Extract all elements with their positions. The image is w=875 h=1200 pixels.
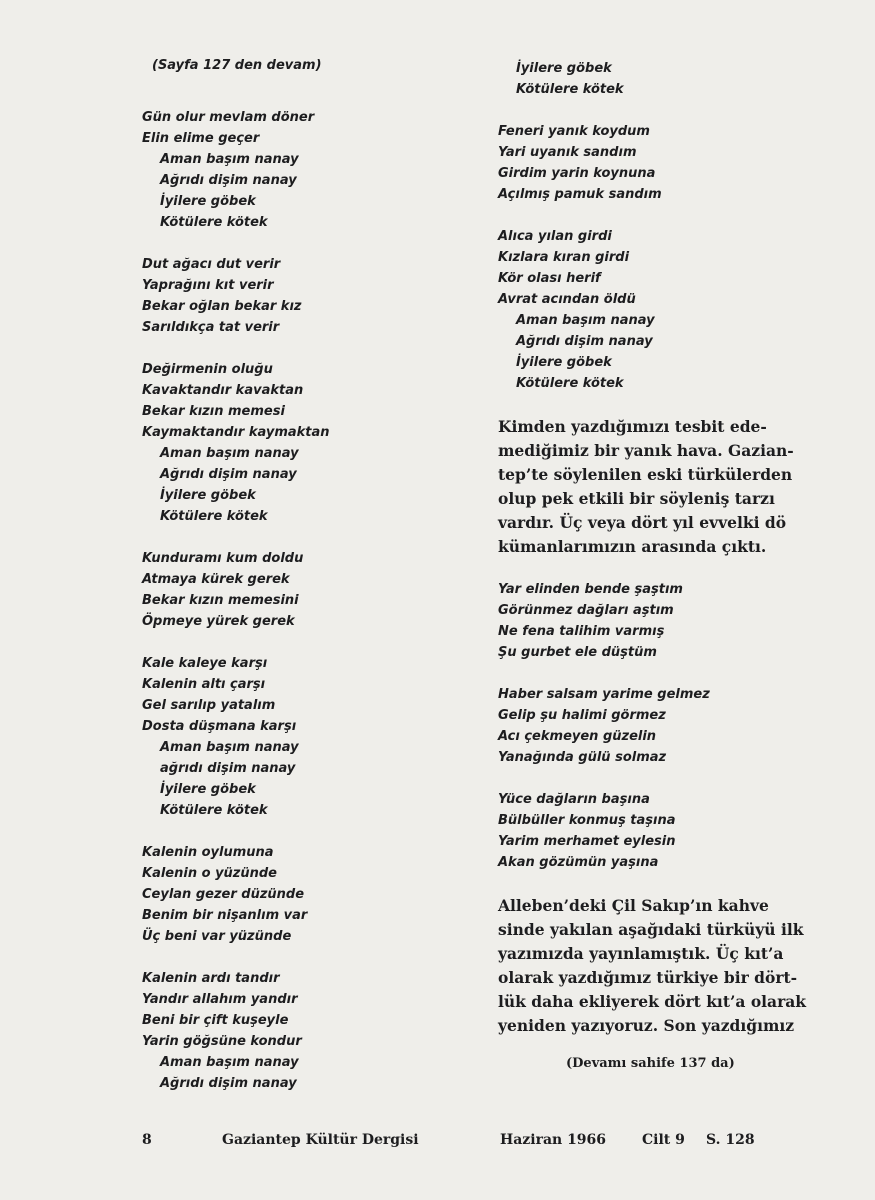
- poem-line: Yarim merhamet eylesin: [498, 834, 676, 849]
- poem-right-middle: [498, 579, 808, 873]
- poem-line: Aman başım nanay: [160, 740, 299, 755]
- stanza: [142, 968, 462, 1094]
- poem-line: Şu gurbet ele düştüm: [498, 645, 657, 660]
- poem-line: Kötülere kötek: [516, 376, 624, 391]
- stanza: [498, 579, 808, 663]
- poem-line: Ne fena talihim varmış: [498, 624, 665, 639]
- paragraph-line: kümanlarımızın arasında çıktı.: [498, 537, 767, 556]
- poem-line: Değirmenin oluğu: [142, 362, 273, 377]
- poem-line: Kötülere kötek: [160, 509, 268, 524]
- paragraph-line: tep’te söylenilen eski türkülerden: [498, 465, 793, 484]
- poem-line: Elin elime geçer: [142, 131, 260, 146]
- issue-date: Haziran 1966: [500, 1132, 607, 1148]
- poem-line: Yar elinden bende şaştım: [498, 582, 683, 597]
- poem-line: Yarin göğsüne kondur: [142, 1034, 302, 1049]
- stanza: [498, 58, 808, 100]
- poem-line: Haber salsam yarime gelmez: [498, 687, 710, 702]
- poem-line: Yari uyanık sandım: [498, 145, 637, 160]
- paragraph-line: olarak yazdığımız türkiye bir dört-: [498, 968, 798, 987]
- poem-line: Gel sarılıp yatalım: [142, 698, 276, 713]
- poem-line: Bekar oğlan bekar kız: [142, 299, 302, 314]
- poem-line: Yüce dağların başına: [498, 792, 650, 807]
- poem-line: İyilere göbek: [160, 194, 256, 209]
- poem-line: Kalenin ardı tandır: [142, 971, 280, 986]
- poem-line: Aman başım nanay: [160, 1055, 299, 1070]
- poem-line: Sarıldıkça tat verir: [142, 320, 280, 335]
- paragraph-line: mediğimiz bir yanık hava. Gazian-: [498, 441, 794, 460]
- poem-line: ağrıdı dişim nanay: [160, 761, 296, 776]
- stanza: [142, 107, 462, 233]
- paragraph-intro: [498, 415, 808, 559]
- paragraph-line: yeniden yazıyoruz. Son yazdığımız: [498, 1016, 795, 1035]
- poem-line: Kötülere kötek: [160, 803, 268, 818]
- paragraph-line: yazımızda yayınlamıştık. Üç kıt’a: [498, 944, 784, 963]
- poem-line: Kavaktandır kavaktan: [142, 383, 304, 398]
- poem-line: Ağrıdı dişim nanay: [160, 1076, 297, 1091]
- poem-line: Ceylan gezer düzünde: [142, 887, 305, 902]
- poem-line: Kızlara kıran girdi: [498, 250, 630, 265]
- poem-line: Yaprağını kıt verir: [142, 278, 274, 293]
- poem-line: Yandır allahım yandır: [142, 992, 298, 1007]
- issue-number: S. 128: [706, 1132, 755, 1148]
- poem-line: Ağrıdı dişim nanay: [160, 173, 297, 188]
- poem-line: Kör olası herif: [498, 271, 601, 286]
- poem-line: Kalenin o yüzünde: [142, 866, 277, 881]
- left-column: [142, 58, 462, 1115]
- poem-line: Yanağında gülü solmaz: [498, 750, 667, 765]
- poem-line: Kunduramı kum doldu: [142, 551, 304, 566]
- poem-line: Alıca yılan girdi: [498, 229, 612, 244]
- poem-line: Feneri yanık koydum: [498, 124, 650, 139]
- poem-line: Bekar kızın memesi: [142, 404, 285, 419]
- stanza: [498, 121, 808, 205]
- poem-line: Gün olur mevlam döner: [142, 110, 315, 125]
- poem-left: [142, 107, 462, 1094]
- poem-line: Kötülere kötek: [160, 215, 268, 230]
- stanza: [142, 254, 462, 338]
- poem-line: Kale kaleye karşı: [142, 656, 268, 671]
- right-column: [498, 58, 808, 1071]
- paragraph-line: vardır. Üç veya dört yıl evvelki dö: [498, 513, 787, 532]
- poem-line: Acı çekmeyen güzelin: [498, 729, 657, 744]
- paragraph-line: sinde yakılan aşağıdaki türküyü ilk: [498, 920, 804, 939]
- poem-line: Dut ağacı dut verir: [142, 257, 281, 272]
- poem-line: Kaymaktandır kaymaktan: [142, 425, 330, 440]
- volume-label: Cilt 9: [642, 1132, 685, 1148]
- poem-line: Dosta düşmana karşı: [142, 719, 297, 734]
- stanza: [142, 653, 462, 821]
- poem-line: Kalenin altı çarşı: [142, 677, 266, 692]
- paragraph-line: Kimden yazdığımızı tesbit ede-: [498, 417, 767, 436]
- stanza: [142, 842, 462, 947]
- poem-line: Öpmeye yürek gerek: [142, 614, 295, 629]
- poem-line: Ağrıdı dişim nanay: [160, 467, 297, 482]
- poem-line: Benim bir nişanlım var: [142, 908, 308, 923]
- poem-line: Aman başım nanay: [160, 152, 299, 167]
- paragraph-line: olup pek etkili bir söyleniş tarzı: [498, 489, 775, 508]
- poem-line: İyilere göbek: [516, 355, 612, 370]
- poem-line: Kötülere kötek: [516, 82, 624, 97]
- poem-line: Görünmez dağları aştım: [498, 603, 674, 618]
- stanza: [498, 789, 808, 873]
- continued-from-note: (Sayfa 127 den devam): [152, 58, 322, 73]
- poem-line: İyilere göbek: [516, 61, 612, 76]
- poem-line: Girdim yarin koynuna: [498, 166, 656, 181]
- stanza: [142, 548, 462, 632]
- poem-line: Ağrıdı dişim nanay: [516, 334, 653, 349]
- poem-line: Kalenin oylumuna: [142, 845, 274, 860]
- poem-line: Atmaya kürek gerek: [142, 572, 290, 587]
- poem-line: Bekar kızın memesini: [142, 593, 299, 608]
- poem-line: Bülbüller konmuş taşına: [498, 813, 676, 828]
- poem-line: Beni bir çift kuşeyle: [142, 1013, 289, 1028]
- poem-line: Akan gözümün yaşına: [498, 855, 659, 870]
- poem-line: Aman başım nanay: [160, 446, 299, 461]
- poem-line: Açılmış pamuk sandım: [498, 187, 662, 202]
- stanza: [498, 684, 808, 768]
- journal-title: Gaziantep Kültür Dergisi: [222, 1132, 419, 1148]
- continued-note: (Devamı sahife 137 da): [566, 1056, 735, 1071]
- stanza: [498, 226, 808, 394]
- stanza: [142, 359, 462, 527]
- paragraph-alleben: [498, 894, 808, 1038]
- poem-line: İyilere göbek: [160, 782, 256, 797]
- poem-line: Aman başım nanay: [516, 313, 655, 328]
- paragraph-line: lük daha ekliyerek dört kıt’a olarak: [498, 992, 807, 1011]
- poem-right-top: [498, 58, 808, 394]
- poem-line: Üç beni var yüzünde: [142, 929, 292, 944]
- page-number: 8: [142, 1132, 152, 1148]
- poem-line: Avrat acından öldü: [498, 292, 636, 307]
- paragraph-line: Alleben’deki Çil Sakıp’ın kahve: [498, 896, 769, 915]
- poem-line: İyilere göbek: [160, 488, 256, 503]
- poem-line: Gelip şu halimi görmez: [498, 708, 666, 723]
